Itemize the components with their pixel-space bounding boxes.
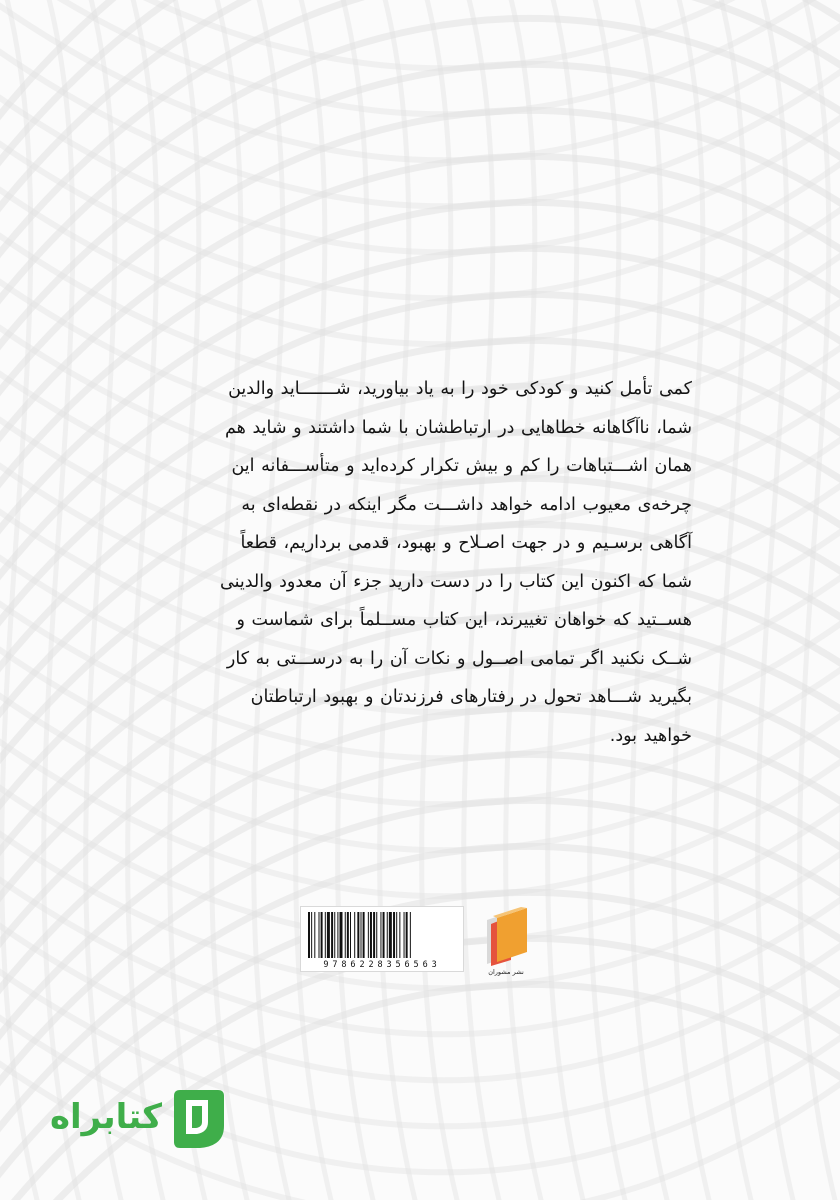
blurb-line: شــک نکنید اگر تمامی اصــول و نکات آن را به درســـتی به کار [226,648,692,669]
publisher-books-icon [481,906,531,968]
blurb-line: کمی تأمل کنید و کودکی خود را به یاد بیاورید، شـــــــاید والدین [228,379,692,399]
blurb-line: هســتید که خواهان تغییرند، این کتاب مســلماً برای شماست و [236,610,692,630]
blurb-line: شما که اکنون این کتاب را در دست دارید جزء آن معدود والدینی [219,571,692,592]
blurb-line: همان اشـــتباهات را کم و بیش تکرار کرده‌اید و متأســـفانه این [231,456,692,476]
bookmark-icon [166,1086,230,1150]
blurb-line: شما، ناآگاهانه خطاهایی در ارتباطشان با شما داشتند و شاید هم [225,417,692,438]
blurb-line: آگاهی برسـیم و در جهت اصـلاح و بهبود، قدمی برداریم، قطعاً [240,533,692,553]
brand-name: کتابراه [49,1097,162,1137]
blurb-text [158,370,692,755]
isbn-barcode [300,906,464,972]
brand-logo[interactable] [28,1086,228,1156]
blurb-line: خواهید بود. [609,725,692,746]
isbn-number: 9786228356563 [323,960,441,970]
publisher-logo [481,906,531,978]
barcode-bars [306,912,458,958]
blurb-line: بگیرید شـــاهد تحول در رفتارهای فرزندتان و بهبود ارتباطتان [250,687,692,707]
publisher-name: نشر مشوران [488,968,524,976]
blurb-line: چرخه‌ی معیوب ادامه خواهد داشـــت مگر اینکه در نقطه‌ای به [241,494,692,515]
